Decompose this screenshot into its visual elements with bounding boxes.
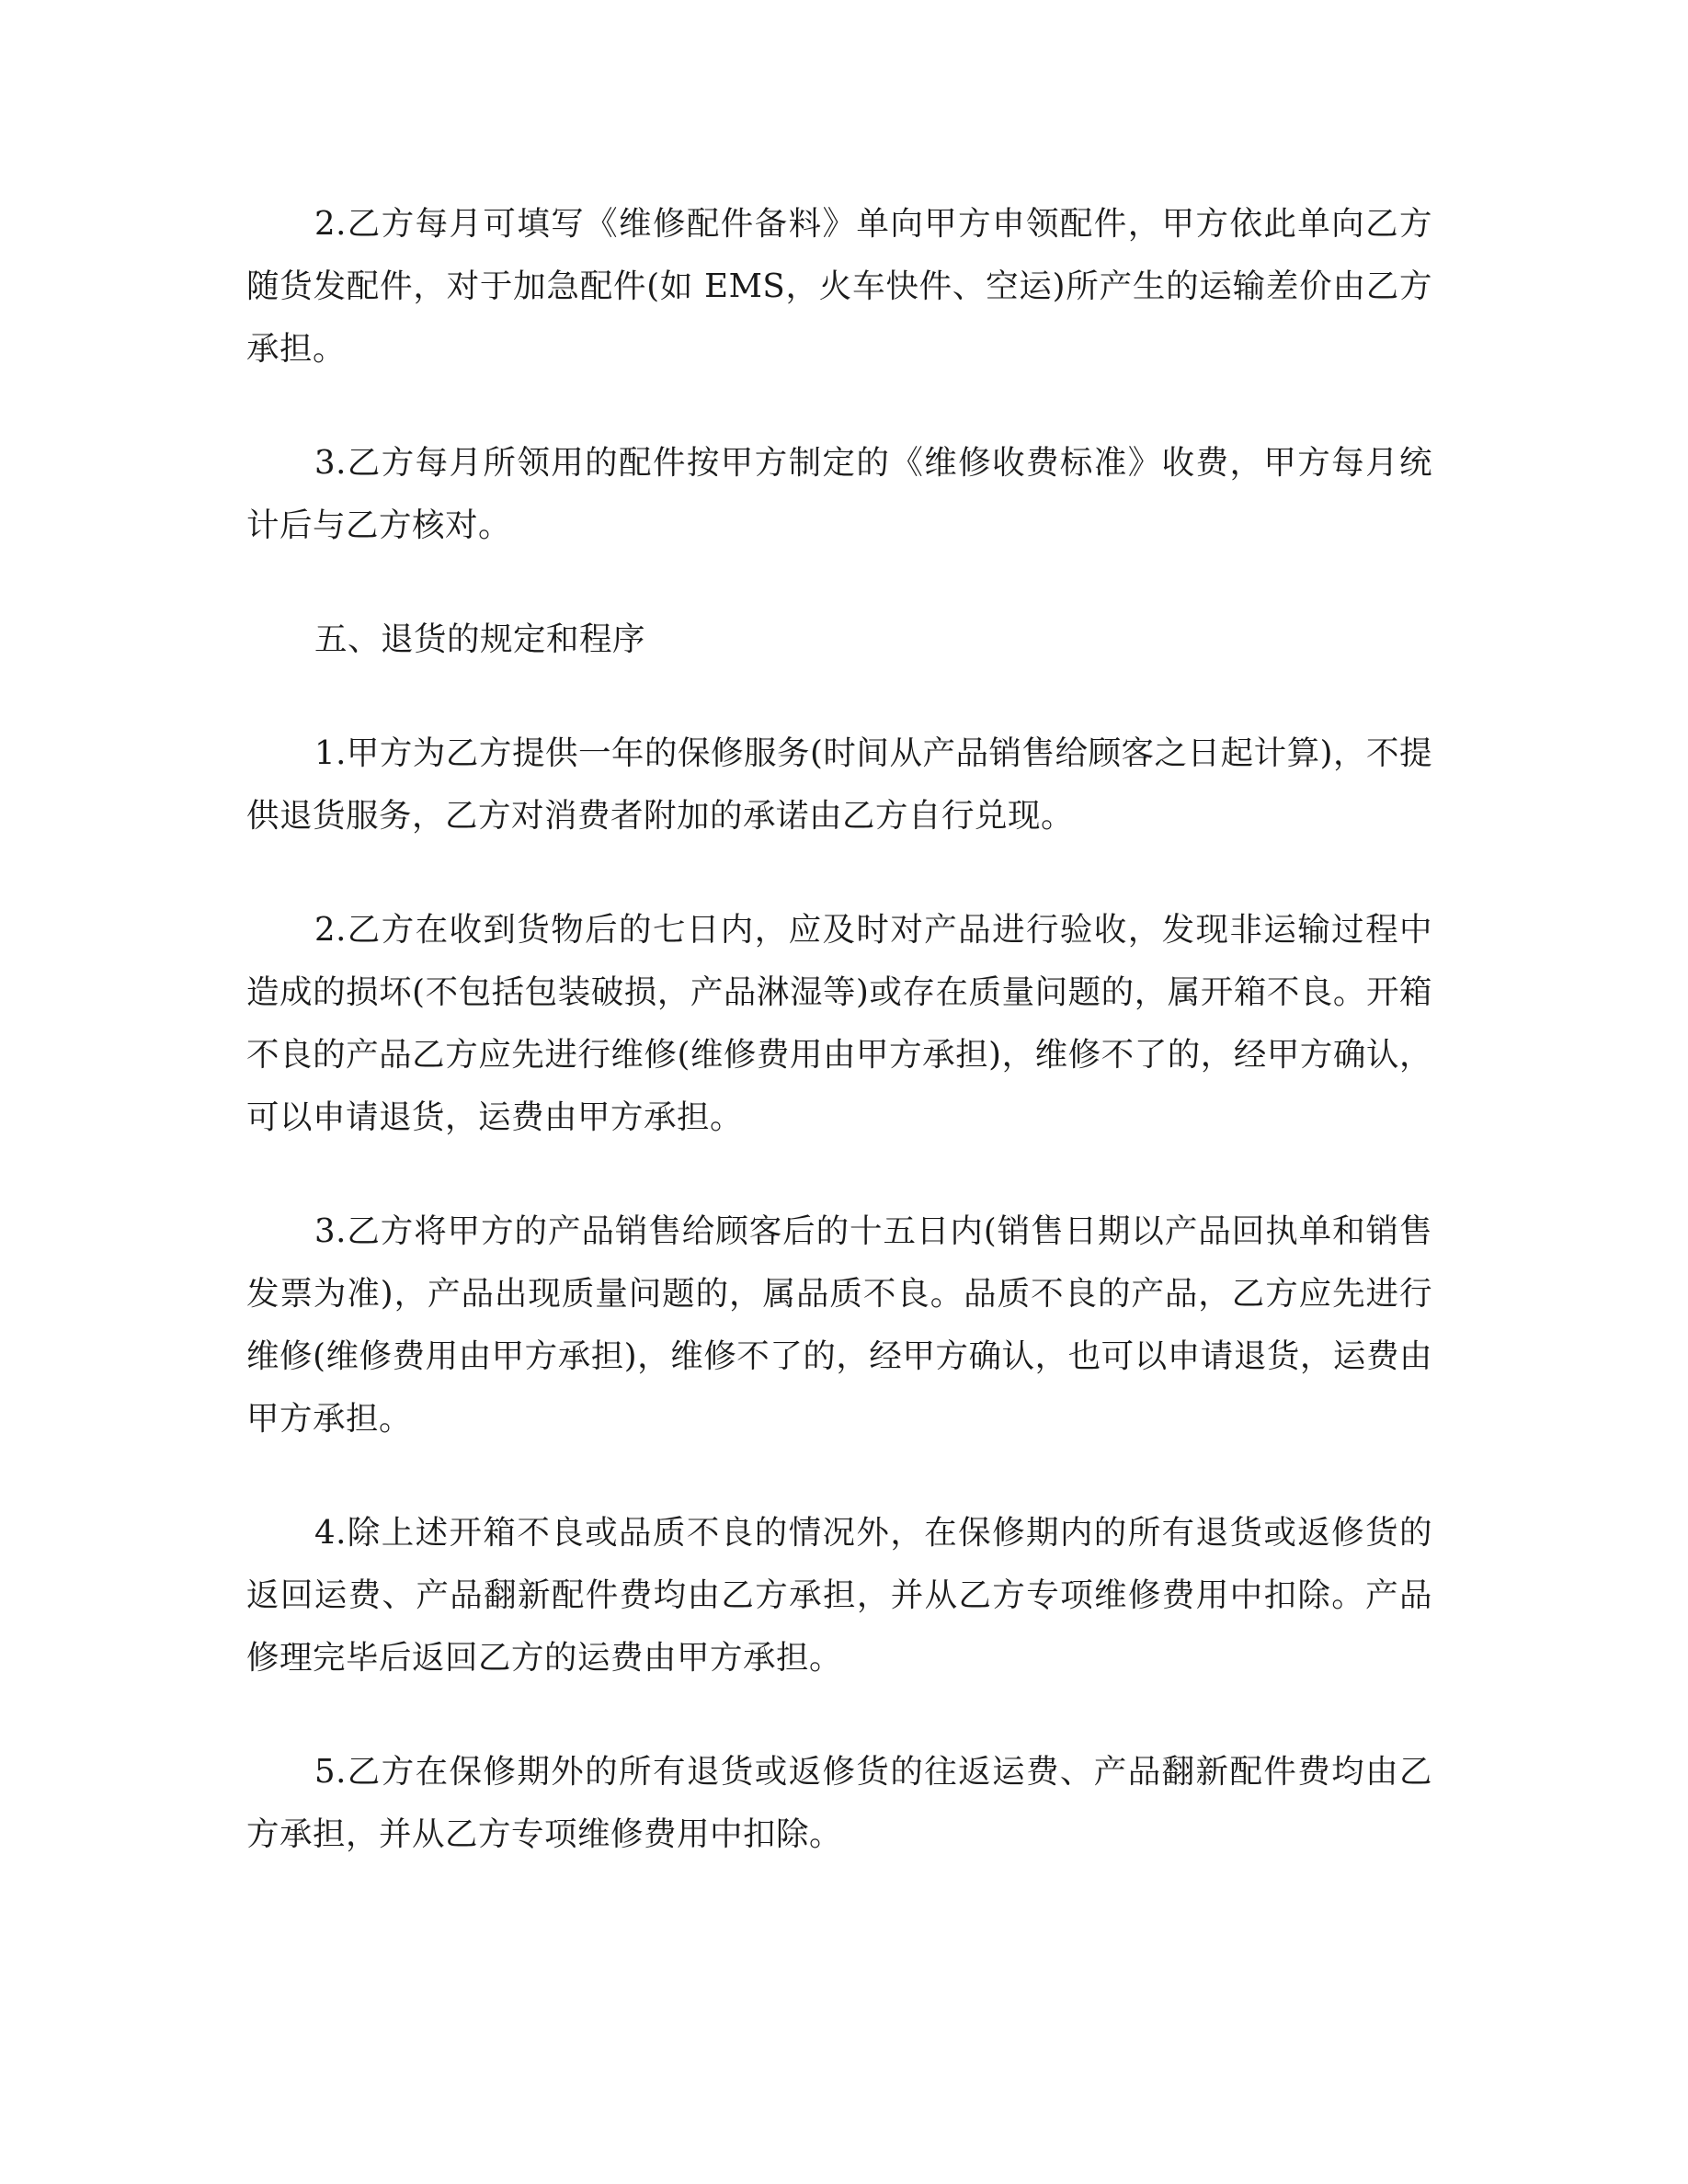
paragraph-unboxing-defect: 2.乙方在收到货物后的七日内，应及时对产品进行验收，发现非运输过程中造成的损坏(不包括包装破损，产品淋湿等)或存在质量问题的，属开箱不良。开箱不良的产品乙方应先进行维修(维修费用由甲方承担)，维修不了的，经甲方确认，可以申请退货，运费由甲方承担。 bbox=[246, 911, 1432, 1136]
paragraph-out-of-warranty-returns: 5.乙方在保修期外的所有退货或返修货的往返运费、产品翻新配件费均由乙方承担，并从乙方专项维修费用中扣除。 bbox=[246, 1753, 1432, 1853]
paragraph-parts-requisition: 2.乙方每月可填写《维修配件备料》单向甲方申领配件，甲方依此单向乙方随货发配件，对于加急配件(如 EMS，火车快件、空运)所产生的运输差价由乙方承担。 bbox=[246, 205, 1432, 368]
paragraph-quality-defect: 3.乙方将甲方的产品销售给顾客后的十五日内(销售日期以产品回执单和销售发票为准)，产品出现质量问题的，属品质不良。品质不良的产品，乙方应先进行维修(维修费用由甲方承担)，维修不了的，经甲方确认，也可以申请退货，运费由甲方承担。 bbox=[246, 1212, 1432, 1438]
document-page bbox=[246, 193, 1432, 1917]
section-heading-returns: 五、退货的规定和程序 bbox=[314, 620, 646, 658]
paragraph-parts-billing: 3.乙方每月所领用的配件按甲方制定的《维修收费标准》收费，甲方每月统计后与乙方核对。 bbox=[246, 444, 1432, 544]
paragraph-warranty-service: 1.甲方为乙方提供一年的保修服务(时间从产品销售给顾客之日起计算)，不提供退货服务，乙方对消费者附加的承诺由乙方自行兑现。 bbox=[246, 734, 1432, 835]
paragraph-in-warranty-returns: 4.除上述开箱不良或品质不良的情况外，在保修期内的所有退货或返修货的返回运费、产品翻新配件费均由乙方承担，并从乙方专项维修费用中扣除。产品修理完毕后返回乙方的运费由甲方承担。 bbox=[246, 1514, 1432, 1677]
